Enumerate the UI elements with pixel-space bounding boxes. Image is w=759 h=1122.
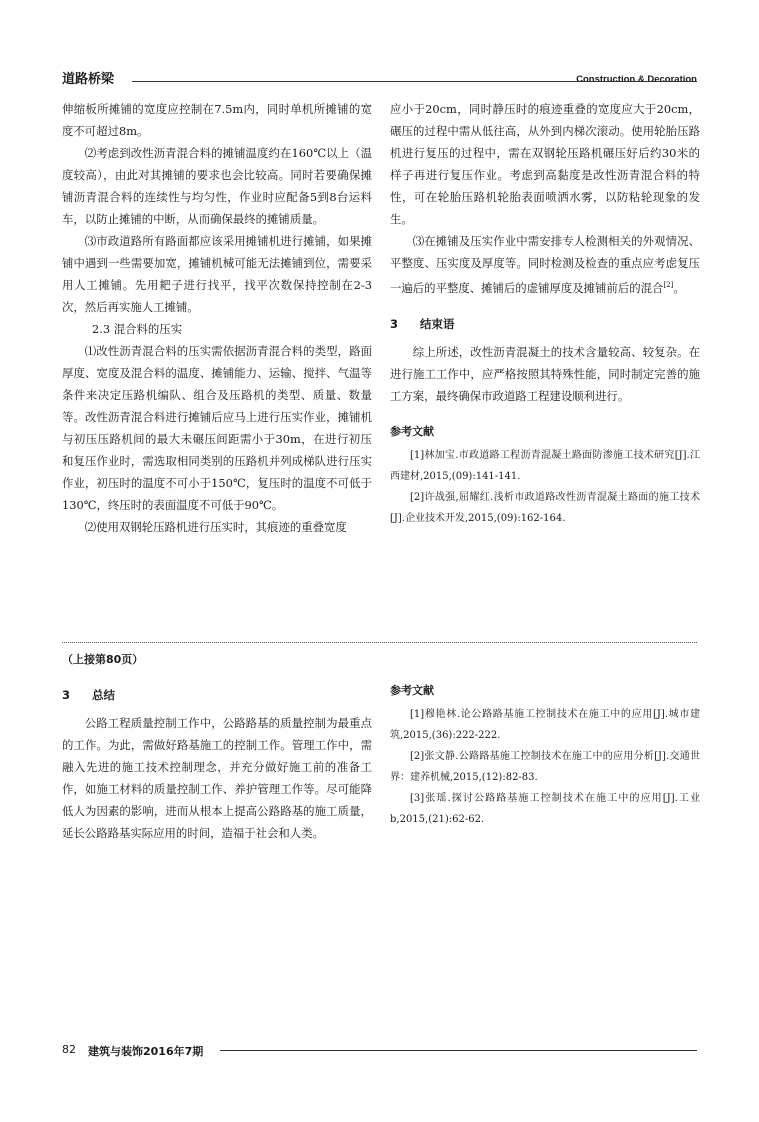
paragraph: [390, 230, 700, 299]
paragraph: ⑵使用双钢轮压路机进行压实时，其痕迹的重叠宽度: [84, 520, 347, 534]
reference-item: [2]许战强,屈耀红.浅析市政道路改性沥青混凝土路面的施工技术[J].企业技术开发,2015,(09):162-164.: [390, 491, 700, 524]
article-separator: [62, 642, 697, 643]
footer-rule: [220, 1050, 697, 1051]
paragraph-text: ⑶在摊铺及压实作业中需安排专人检测相关的外观情况、平整度、压实度及厚度等。同时检测及检查的重点应考虑复压一遍后的平整度、摊铺后的虚铺厚度及摊铺前后的混合: [390, 234, 700, 295]
upper-left-column: [62, 98, 372, 538]
paragraph-end: 。: [673, 280, 685, 295]
section-heading: [62, 684, 372, 706]
citation-marker: [2]: [663, 281, 674, 289]
paragraph: 公路工程质量控制工作中，公路路基的质量控制为最重点的工作。为此，需做好路基施工的控制工作。管理工作中，需融入先进的施工技术控制理念，并充分做好施工前的准备工作，如施工材料的质量控制工作、养护管理工作等。尽可能降低人为因素的影响，进而从根本上提高公路路基的施工质量，延长公路路基实际应用的时间，造福于社会和人类。: [62, 716, 372, 840]
section-heading: [390, 313, 700, 335]
references-heading: 参考文献: [390, 684, 434, 697]
section-title: 结束语: [420, 316, 455, 331]
subsection-heading: 2.3 混合料的压实: [92, 322, 183, 336]
reference-item: [3]张瑶.探讨公路路基施工控制技术在施工中的应用[J].工业b,2015,(21):62-62.: [390, 793, 700, 825]
paragraph: ⑵考虑到改性沥青混合料的摊铺温度约在160℃以上（温度较高），由此对其摊铺的要求也会比较高。同时若要确保摊铺沥青混合料的连续性与均匀性，作业时应配备5到8台运料车，以防止摊铺的中断，从而确保最终的摊铺质量。: [62, 146, 372, 226]
paragraph: ⑴改性沥青混合料的压实需依据沥青混合料的类型，路面厚度、宽度及混合料的温度、摊铺能力、运输、搅拌、气温等条件来决定压路机编队、组合及压路机的类型、质量、数量等。改性沥青混合料进行摊铺后应马上进行压实作业，摊铺机与初压压路机间的最大未碾压间距需小于30m，在进行初压和复压作业时，需选取相同类别的压路机并列成梯队进行压实作业，初压时的温度不可小于150℃，复压时的温度不可低于130℃，终压时的表面温度不可低于90℃。: [62, 344, 372, 512]
lower-left-column: [62, 680, 372, 844]
paragraph: ⑶市政道路所有路面都应该采用摊铺机进行摊铺，如果摊铺中遇到一些需要加宽，摊铺机械可能无法摊铺到位，需要采用人工摊铺。先用耙子进行找平，找平次数保持控制在2-3次，然后再实施人工摊铺。: [62, 234, 372, 314]
section-title: 总结: [92, 688, 115, 702]
header-rule: [132, 81, 697, 82]
lower-right-column: [390, 680, 700, 830]
footer-journal: 建筑与装饰2016年7期: [88, 1045, 204, 1058]
paragraph: 伸缩板所摊铺的宽度应控制在7.5m内，同时单机所摊铺的宽度不可超过8m。: [62, 102, 372, 138]
page-number: 82: [62, 1043, 76, 1056]
header-category: 道路桥梁: [62, 72, 115, 87]
section-number: 3: [62, 688, 71, 702]
upper-right-column: [390, 98, 700, 529]
references-heading: 参考文献: [390, 424, 434, 438]
header-journal-en: Construction & Decoration: [576, 74, 697, 85]
reference-item: [1]林加宝.市政道路工程沥青混凝土路面防渗施工技术研究[J].江西建材,2015,(09):141-141.: [390, 449, 700, 482]
paragraph: 应小于20cm，同时静压时的痕迹重叠的宽度应大于20cm，碾压的过程中需从低往高，从外到内梯次滚动。使用轮胎压路机进行复压的过程中，需在双钢轮压路机碾压好后约30米的样子再进行复压作业。考虑到高黏度是改性沥青混合料的特性，可在轮胎压路机轮胎表面喷洒水雾，以防粘轮现象的发生。: [390, 102, 700, 226]
continued-from-label: （上接第80页）: [62, 653, 144, 666]
paragraph: 综上所述，改性沥青混凝土的技术含量较高、较复杂。在进行施工工作中，应严格按照其特殊性能，同时制定完善的施工方案，最终确保市政道路工程建设顺利进行。: [390, 344, 700, 403]
reference-item: [2]张文静.公路路基施工控制技术在施工中的应用分析[J].交通世界：建养机械,2015,(12):82-83.: [390, 751, 700, 783]
section-number: 3: [390, 316, 399, 331]
reference-item: [1]穆艳林.论公路路基施工控制技术在施工中的应用[J].城市建筑,2015,(36):222-222.: [390, 709, 700, 741]
